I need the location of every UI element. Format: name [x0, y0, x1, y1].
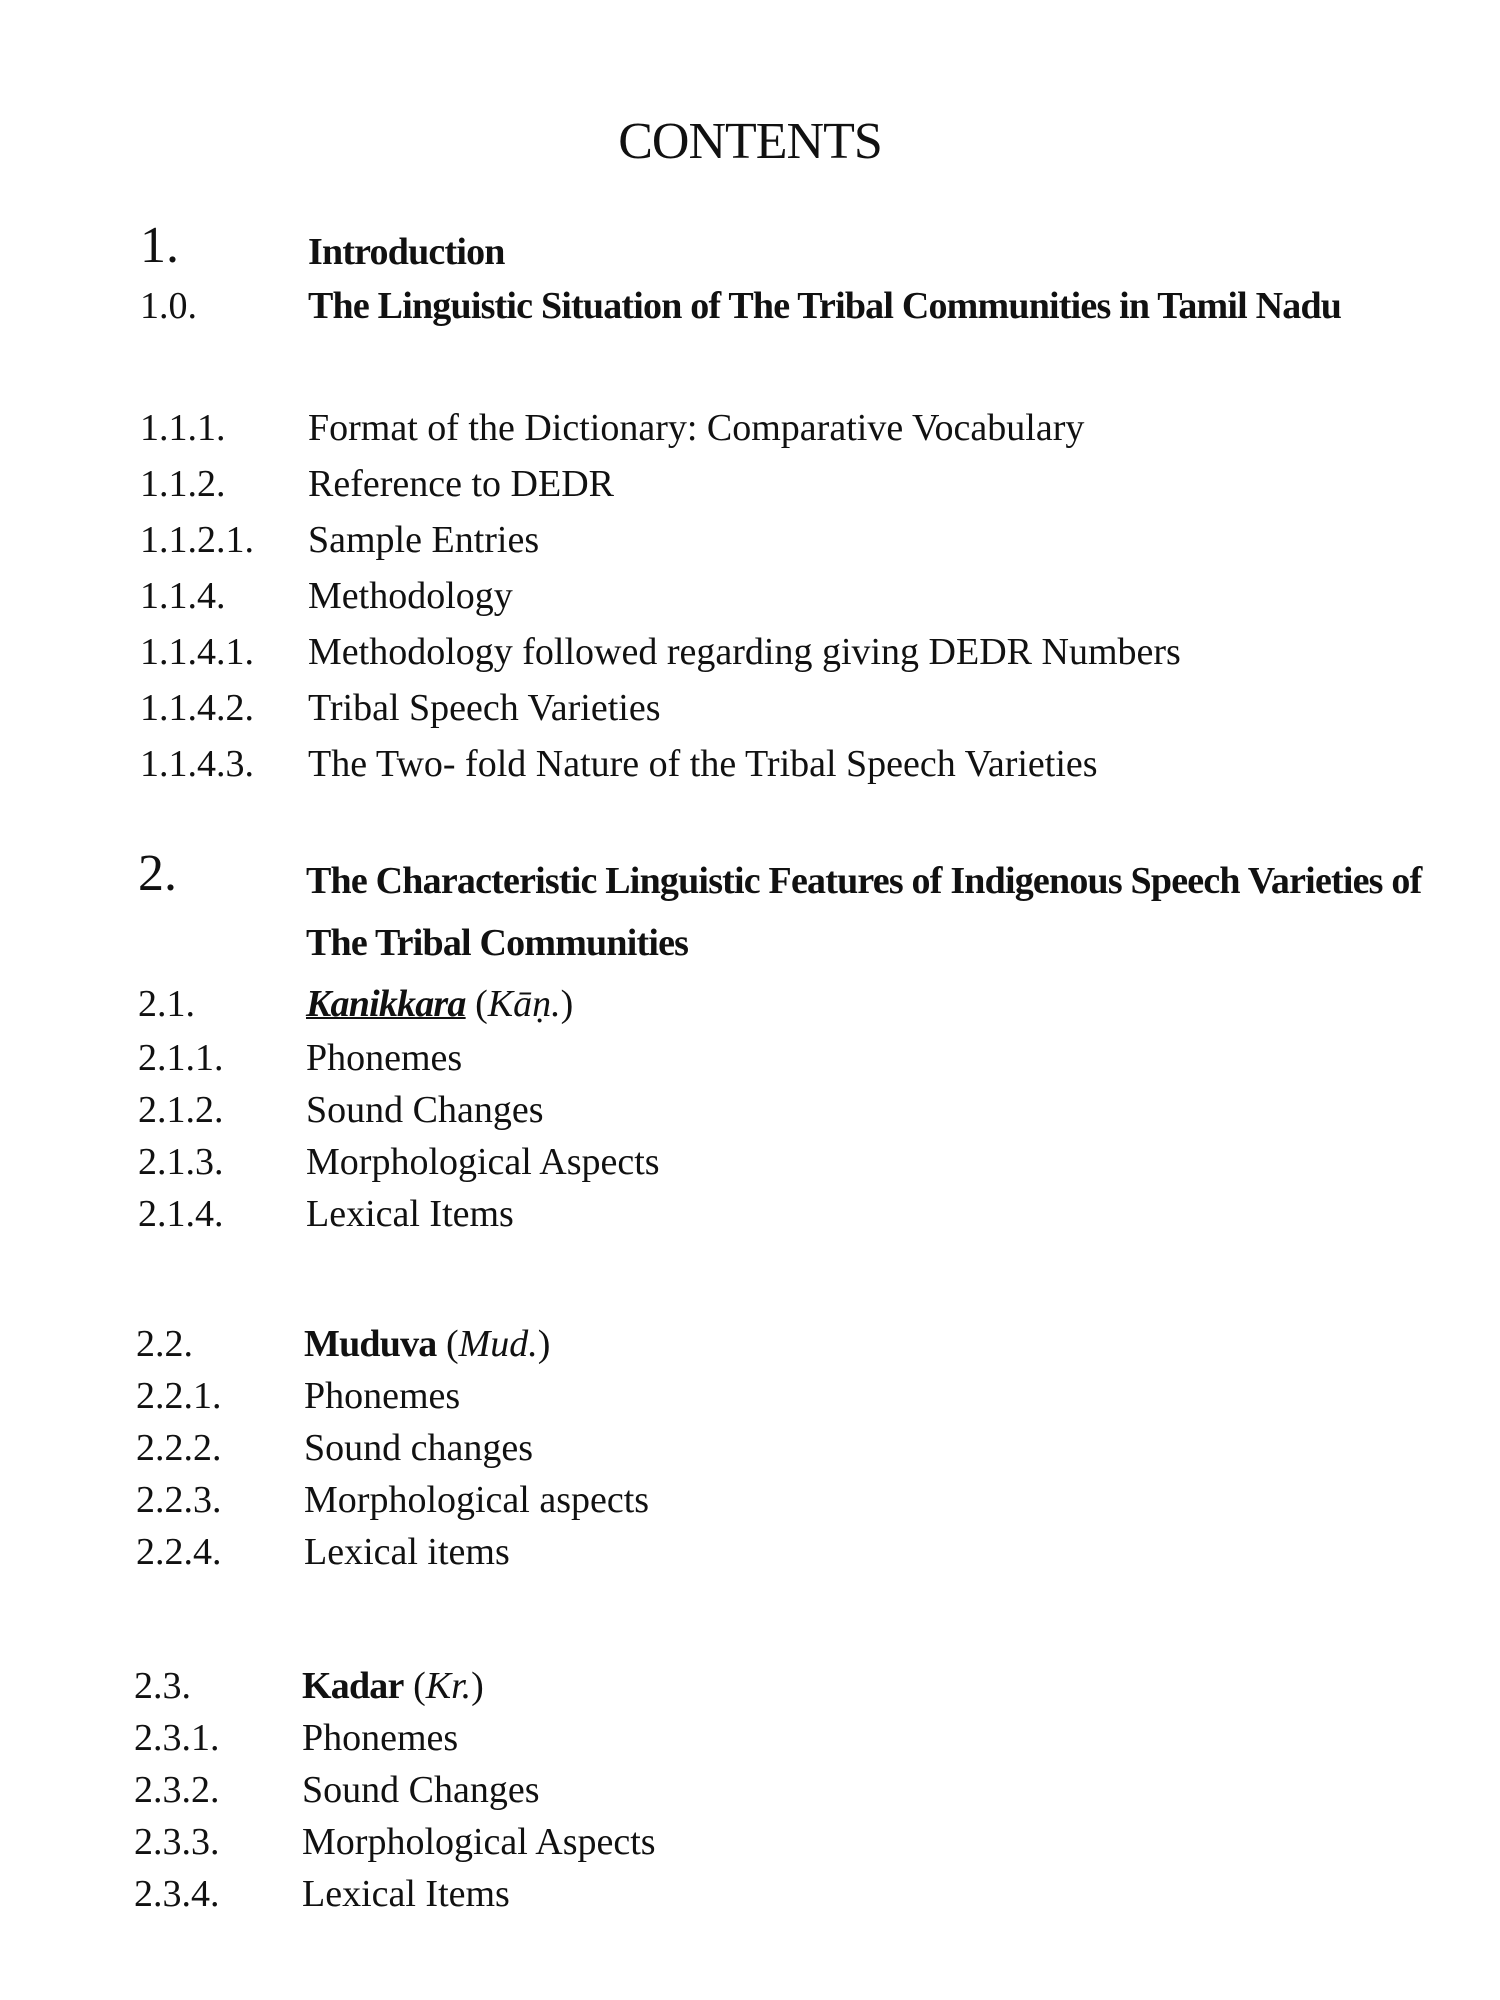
entry-number: 2.3.3. [134, 1821, 220, 1863]
entry-number: 1.1.4. [140, 575, 226, 617]
toc-entry-2-1-4 [0, 1186, 1500, 1242]
toc-subsection-2-1 [0, 976, 1500, 1032]
entry-title: Phonemes [302, 1717, 459, 1759]
section-number: 1. [140, 217, 179, 274]
page-title: CONTENTS [618, 113, 882, 170]
entry-title: The Two- fold Nature of the Tribal Speech Varieties [308, 743, 1098, 785]
entry-title: Morphological aspects [304, 1479, 650, 1521]
toc-entry-1-1-4 [0, 568, 1500, 624]
entry-number: 2.1.3. [138, 1141, 224, 1183]
language-abbreviation: Kr. [425, 1665, 472, 1707]
entry-number: 2.2.3. [136, 1479, 222, 1521]
toc-entry-2-2-4 [0, 1524, 1500, 1580]
entry-number: 2.2.2. [136, 1427, 222, 1469]
toc-entry-2-1-2 [0, 1082, 1500, 1138]
entry-title: Sample Entries [308, 519, 540, 561]
toc-entry-2-3-3 [0, 1814, 1500, 1870]
toc-entry-1-1-4-1 [0, 624, 1500, 680]
entry-title: The Linguistic Situation of The Tribal Communities in Tamil Nadu [308, 285, 1342, 327]
entry-title: Morphological Aspects [306, 1141, 660, 1183]
language-abbreviation: Mud. [458, 1323, 538, 1365]
toc-subsection-2-2 [0, 1316, 1500, 1372]
entry-number: 2.1.2. [138, 1089, 224, 1131]
entry-title: Format of the Dictionary: Comparative Vocabulary [308, 407, 1085, 449]
section-title: Introduction [308, 231, 505, 273]
entry-number: 2.1.1. [138, 1037, 224, 1079]
toc-entry-2-3-4 [0, 1866, 1500, 1922]
section-number: 2. [138, 845, 177, 902]
entry-number: 2.3.4. [134, 1873, 220, 1915]
entry-number: 1.0. [140, 285, 197, 327]
toc-entry-2-1-1 [0, 1030, 1500, 1086]
entry-number: 1.1.2.1. [140, 519, 254, 561]
toc-subsection-2-3 [0, 1658, 1500, 1714]
entry-number: 2.2.1. [136, 1375, 222, 1417]
entry-title: Lexical items [304, 1531, 510, 1573]
entry-title: Methodology followed regarding giving DEDR Numbers [308, 631, 1181, 673]
toc-entry-2-2-2 [0, 1420, 1500, 1476]
toc-entry-2-2-3 [0, 1472, 1500, 1528]
entry-title: Methodology [308, 575, 513, 617]
entry-number: 2.3.2. [134, 1769, 220, 1811]
entry-title: Phonemes [306, 1037, 463, 1079]
entry-title: Reference to DEDR [308, 463, 614, 505]
toc-entry-2-3-2 [0, 1762, 1500, 1818]
entry-number: 1.1.1. [140, 407, 226, 449]
entry-number: 2.1. [138, 983, 195, 1025]
entry-number: 2.2.4. [136, 1531, 222, 1573]
language-name: Kadar [302, 1665, 404, 1707]
section-title: The Characteristic Linguistic Features of Indigenous Speech Varieties of The Tribal Communities [306, 860, 1422, 964]
entry-title: Sound Changes [302, 1769, 540, 1811]
entry-title: Sound Changes [306, 1089, 544, 1131]
entry-number: 1.1.4.1. [140, 631, 254, 673]
entry-title: Lexical Items [306, 1193, 514, 1235]
toc-entry-2-3-1 [0, 1710, 1500, 1766]
toc-entry-1-1-2-1 [0, 512, 1500, 568]
toc-section-2 [0, 845, 1500, 964]
entry-title: Kanikkara (Kāṇ.) [306, 983, 574, 1025]
entry-title: Kadar (Kr.) [302, 1665, 484, 1707]
toc-section-1 [0, 217, 1500, 280]
entry-number: 2.2. [136, 1323, 193, 1365]
toc-entry-1-1-2 [0, 456, 1500, 512]
entry-number: 2.3.1. [134, 1717, 220, 1759]
toc-entry-1-1-1 [0, 400, 1500, 456]
entry-number: 2.1.4. [138, 1193, 224, 1235]
entry-title: Lexical Items [302, 1873, 510, 1915]
entry-number: 2.3. [134, 1665, 191, 1707]
language-abbreviation: Kāṇ. [487, 983, 561, 1025]
entry-number: 1.1.2. [140, 463, 226, 505]
toc-entry-1-1-4-2 [0, 680, 1500, 736]
language-name: Kanikkara [306, 983, 466, 1025]
toc-entry-1-0 [0, 278, 1500, 334]
toc-entry-1-1-4-3 [0, 736, 1500, 792]
toc-entry-2-1-3 [0, 1134, 1500, 1190]
entry-title: Phonemes [304, 1375, 461, 1417]
entry-number: 1.1.4.2. [140, 687, 254, 729]
toc-entry-2-2-1 [0, 1368, 1500, 1424]
entry-title: Sound changes [304, 1427, 534, 1469]
entry-title: Muduva (Mud.) [304, 1323, 551, 1365]
entry-title: Tribal Speech Varieties [308, 687, 661, 729]
entry-title: Morphological Aspects [302, 1821, 656, 1863]
language-name: Muduva [304, 1323, 437, 1365]
entry-number: 1.1.4.3. [140, 743, 254, 785]
